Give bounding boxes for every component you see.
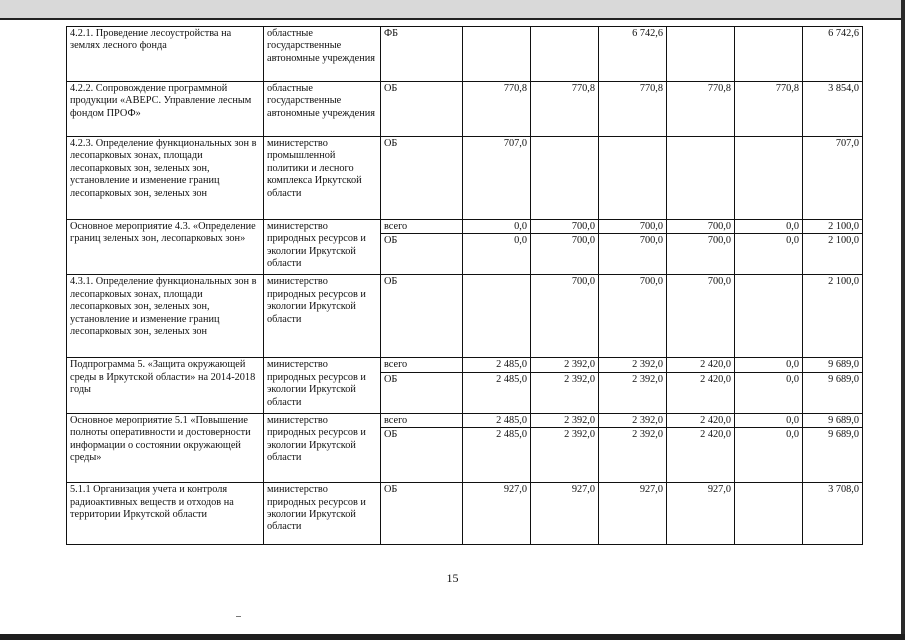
scan-right-edge [901, 0, 905, 640]
funding-source: всего [381, 413, 463, 427]
total-value: 3 708,0 [803, 483, 863, 545]
table-row [67, 413, 863, 427]
year-4-value: 2 420,0 [667, 372, 735, 413]
total-value: 9 689,0 [803, 428, 863, 483]
year-1-value: 2 485,0 [463, 428, 531, 483]
year-1-value [463, 27, 531, 82]
year-2-value: 700,0 [531, 220, 599, 234]
year-3-value: 700,0 [599, 275, 667, 358]
year-4-value: 2 420,0 [667, 358, 735, 372]
year-5-value [735, 27, 803, 82]
executor: министерство природных ресурсов и экологии Иркутской области [264, 220, 381, 275]
year-4-value [667, 27, 735, 82]
table-row [67, 82, 863, 137]
year-3-value: 700,0 [599, 234, 667, 275]
funding-source: ОБ [381, 234, 463, 275]
year-2-value: 700,0 [531, 275, 599, 358]
year-4-value: 2 420,0 [667, 413, 735, 427]
scan-speck [236, 616, 241, 617]
year-2-value: 2 392,0 [531, 358, 599, 372]
funding-source: ОБ [381, 428, 463, 483]
budget-table [66, 26, 863, 545]
year-3-value: 6 742,6 [599, 27, 667, 82]
activity-name: 5.1.1 Организация учета и контроля радиоактивных веществ и отходов на территории Иркутской области [67, 483, 264, 545]
executor: министерство промышленной политики и лесного комплекса Иркутской области [264, 137, 381, 220]
table-row [67, 275, 863, 358]
scan-top-border [0, 18, 905, 20]
year-5-value: 0,0 [735, 372, 803, 413]
table-row [67, 27, 863, 82]
year-3-value: 927,0 [599, 483, 667, 545]
activity-name: Подпрограмма 5. «Защита окружающей среды в Иркутской области» на 2014-2018 годы [67, 358, 264, 413]
table-row [67, 220, 863, 234]
year-5-value: 770,8 [735, 82, 803, 137]
activity-name: 4.2.1. Проведение лесоустройства на землях лесного фонда [67, 27, 264, 82]
year-3-value: 700,0 [599, 220, 667, 234]
year-5-value [735, 483, 803, 545]
year-1-value: 2 485,0 [463, 358, 531, 372]
total-value: 6 742,6 [803, 27, 863, 82]
year-5-value: 0,0 [735, 234, 803, 275]
year-3-value: 2 392,0 [599, 372, 667, 413]
year-5-value [735, 275, 803, 358]
funding-source: ОБ [381, 82, 463, 137]
year-1-value: 927,0 [463, 483, 531, 545]
year-4-value: 770,8 [667, 82, 735, 137]
total-value: 2 100,0 [803, 234, 863, 275]
year-5-value [735, 137, 803, 220]
year-2-value [531, 137, 599, 220]
year-3-value: 2 392,0 [599, 358, 667, 372]
year-5-value: 0,0 [735, 413, 803, 427]
year-3-value [599, 137, 667, 220]
funding-source: ОБ [381, 275, 463, 358]
funding-source: всего [381, 358, 463, 372]
executor: областные государственные автономные учреждения [264, 82, 381, 137]
table-row [67, 137, 863, 220]
year-4-value: 700,0 [667, 275, 735, 358]
total-value: 3 854,0 [803, 82, 863, 137]
executor: министерство природных ресурсов и экологии Иркутской области [264, 483, 381, 545]
year-2-value: 700,0 [531, 234, 599, 275]
funding-source: всего [381, 220, 463, 234]
activity-name: Основное мероприятие 4.3. «Определение границ зеленых зон, лесопарковых зон» [67, 220, 264, 275]
year-1-value: 0,0 [463, 234, 531, 275]
year-4-value: 927,0 [667, 483, 735, 545]
year-3-value: 770,8 [599, 82, 667, 137]
activity-name: 4.2.3. Определение функциональных зон в лесопарковых зонах, площади лесопарковых зон, зеленых зон, установление и изменение границ лесопарковых зон, зеленых зон [67, 137, 264, 220]
table-row [67, 358, 863, 372]
year-1-value: 2 485,0 [463, 413, 531, 427]
year-1-value: 0,0 [463, 220, 531, 234]
total-value: 2 100,0 [803, 275, 863, 358]
total-value: 707,0 [803, 137, 863, 220]
year-5-value: 0,0 [735, 358, 803, 372]
total-value: 9 689,0 [803, 372, 863, 413]
activity-name: 4.2.2. Сопровождение программной продукции «АВЕРС. Управление лесным фондом ПРОФ» [67, 82, 264, 137]
year-5-value: 0,0 [735, 428, 803, 483]
funding-source: ОБ [381, 372, 463, 413]
year-2-value: 2 392,0 [531, 372, 599, 413]
year-4-value: 2 420,0 [667, 428, 735, 483]
year-2-value: 2 392,0 [531, 428, 599, 483]
year-5-value: 0,0 [735, 220, 803, 234]
year-4-value [667, 137, 735, 220]
scan-bottom-edge [0, 634, 905, 640]
scan-top-edge [0, 0, 905, 18]
year-2-value [531, 27, 599, 82]
year-1-value [463, 275, 531, 358]
total-value: 2 100,0 [803, 220, 863, 234]
year-1-value: 707,0 [463, 137, 531, 220]
year-1-value: 770,8 [463, 82, 531, 137]
activity-name: 4.3.1. Определение функциональных зон в лесопарковых зонах, площади лесопарковых зон, зеленых зон, установление и изменение границ лесопарковых зон, зеленых зон [67, 275, 264, 358]
executor: министерство природных ресурсов и экологии Иркутской области [264, 275, 381, 358]
executor: министерство природных ресурсов и экологии Иркутской области [264, 413, 381, 482]
page-number: 15 [446, 571, 459, 585]
total-value: 9 689,0 [803, 358, 863, 372]
total-value: 9 689,0 [803, 413, 863, 427]
year-3-value: 2 392,0 [599, 428, 667, 483]
year-2-value: 2 392,0 [531, 413, 599, 427]
funding-source: ОБ [381, 483, 463, 545]
year-4-value: 700,0 [667, 234, 735, 275]
executor: министерство природных ресурсов и экологии Иркутской области [264, 358, 381, 413]
funding-source: ФБ [381, 27, 463, 82]
year-1-value: 2 485,0 [463, 372, 531, 413]
funding-source: ОБ [381, 137, 463, 220]
activity-name: Основное мероприятие 5.1 «Повышение полноты оперативности и достоверности информации о состоянии окружающей среды» [67, 413, 264, 482]
year-3-value: 2 392,0 [599, 413, 667, 427]
year-2-value: 770,8 [531, 82, 599, 137]
table-row [67, 483, 863, 545]
year-4-value: 700,0 [667, 220, 735, 234]
executor: областные государственные автономные учреждения [264, 27, 381, 82]
year-2-value: 927,0 [531, 483, 599, 545]
